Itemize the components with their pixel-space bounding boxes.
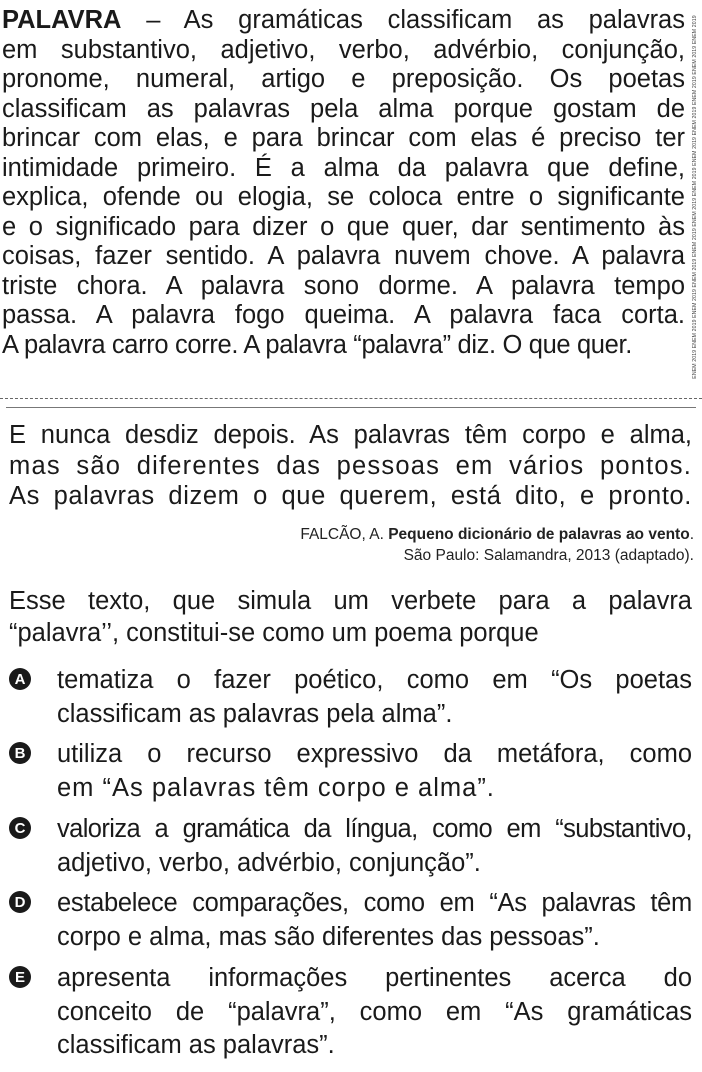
option-letter-badge: B bbox=[9, 742, 31, 764]
option-letter-badge: E bbox=[9, 966, 31, 988]
passage-line: classificam as palavras pela alma porque gostam de bbox=[2, 94, 685, 123]
citation bbox=[94, 524, 694, 566]
option-line: classificam as palavras”. bbox=[57, 1031, 335, 1059]
option-line: tematiza o fazer poético, como em “Os poetas bbox=[57, 666, 692, 694]
option-letter-badge: C bbox=[9, 817, 31, 839]
option-line: conceito de “palavra”, como em “As gramáticas bbox=[57, 997, 692, 1026]
option-line: utiliza o recurso expressivo da metáfora, como bbox=[57, 740, 692, 768]
option-line: adjetivo, verbo, advérbio, conjunção”. bbox=[57, 848, 481, 877]
passage-first-line-text: – As gramáticas classificam as palavras bbox=[121, 6, 685, 34]
headword: PALAVRA bbox=[2, 6, 122, 34]
question-line: Esse texto, que simula um verbete para a palavra bbox=[9, 587, 692, 615]
question-line: “palavra’’, constitui-se como um poema porque bbox=[9, 619, 539, 647]
passage-line: coisas, fazer sentido. A palavra nuvem chove. A palavra bbox=[2, 242, 685, 270]
passage-line: E nunca desdiz depois. As palavras têm corpo e alma, bbox=[9, 421, 692, 449]
passage-line: em substantivo, adjetivo, verbo, advérbio, conjunção, bbox=[2, 35, 685, 64]
option-line: corpo e alma, mas são diferentes das pessoas”. bbox=[57, 922, 600, 951]
passage-line: As palavras dizem o que querem, está dito, e pronto. bbox=[9, 482, 692, 510]
passage-line bbox=[2, 6, 685, 36]
option-text bbox=[57, 962, 692, 1063]
citation-period: . bbox=[689, 526, 694, 543]
question-stem bbox=[9, 585, 692, 649]
passage-line: brincar com elas, e para brincar com elas é preciso ter bbox=[2, 124, 685, 152]
dashed-cut-line bbox=[0, 398, 702, 399]
option-line: classificam as palavras pela alma”. bbox=[57, 699, 453, 728]
passage-line: intimidade primeiro. É a alma da palavra que define, bbox=[2, 153, 685, 182]
citation-line-1 bbox=[94, 524, 694, 545]
divider-line bbox=[6, 407, 696, 408]
option-text bbox=[57, 664, 692, 731]
side-strip-text: ENEM 2019 ENEM 2019 ENEM 2019 ENEM 2019 ENEM 2019 ENEM 2019 ENEM 2019 ENEM 2019 ENEM 2019 ENEM 2019 ENEM 2019 ENEM 2019 bbox=[692, 15, 698, 379]
option-letter-badge: A bbox=[9, 668, 31, 690]
citation-book-title: Pequeno dicionário de palavras ao vento bbox=[388, 526, 690, 543]
passage-line: triste chora. A palavra sono dorme. A palavra tempo bbox=[2, 271, 685, 300]
citation-author: FALCÃO, A. bbox=[300, 526, 389, 543]
option-line: em “As palavras têm corpo e alma”. bbox=[57, 773, 495, 802]
option-text bbox=[57, 887, 692, 954]
option-text bbox=[57, 738, 692, 805]
option-line: apresenta informações pertinentes acerca do bbox=[57, 964, 692, 992]
citation-line-2: São Paulo: Salamandra, 2013 (adaptado). bbox=[403, 547, 694, 564]
passage-line: passa. A palavra fogo queima. A palavra faca corta. bbox=[2, 301, 685, 329]
option-letter-badge: D bbox=[9, 891, 31, 913]
option-text bbox=[57, 813, 692, 880]
passage-one bbox=[2, 6, 685, 360]
passage-two bbox=[9, 420, 692, 512]
option-line: valoriza a gramática da língua, como em “substantivo, bbox=[57, 815, 692, 843]
option-line: estabelece comparações, como em “As palavras têm bbox=[57, 889, 692, 917]
passage-line: A palavra carro corre. A palavra “palavra” diz. O que quer. bbox=[2, 330, 632, 359]
passage-line: pronome, numeral, artigo e preposição. Os poetas bbox=[2, 65, 685, 93]
passage-line: explica, ofende ou elogia, se coloca entre o significante bbox=[2, 183, 685, 211]
passage-line: e o significado para dizer o que quer, dar sentimento às bbox=[2, 212, 685, 241]
passage-line: mas são diferentes das pessoas em vários pontos. bbox=[9, 451, 692, 480]
side-margin-strip bbox=[690, 6, 700, 388]
